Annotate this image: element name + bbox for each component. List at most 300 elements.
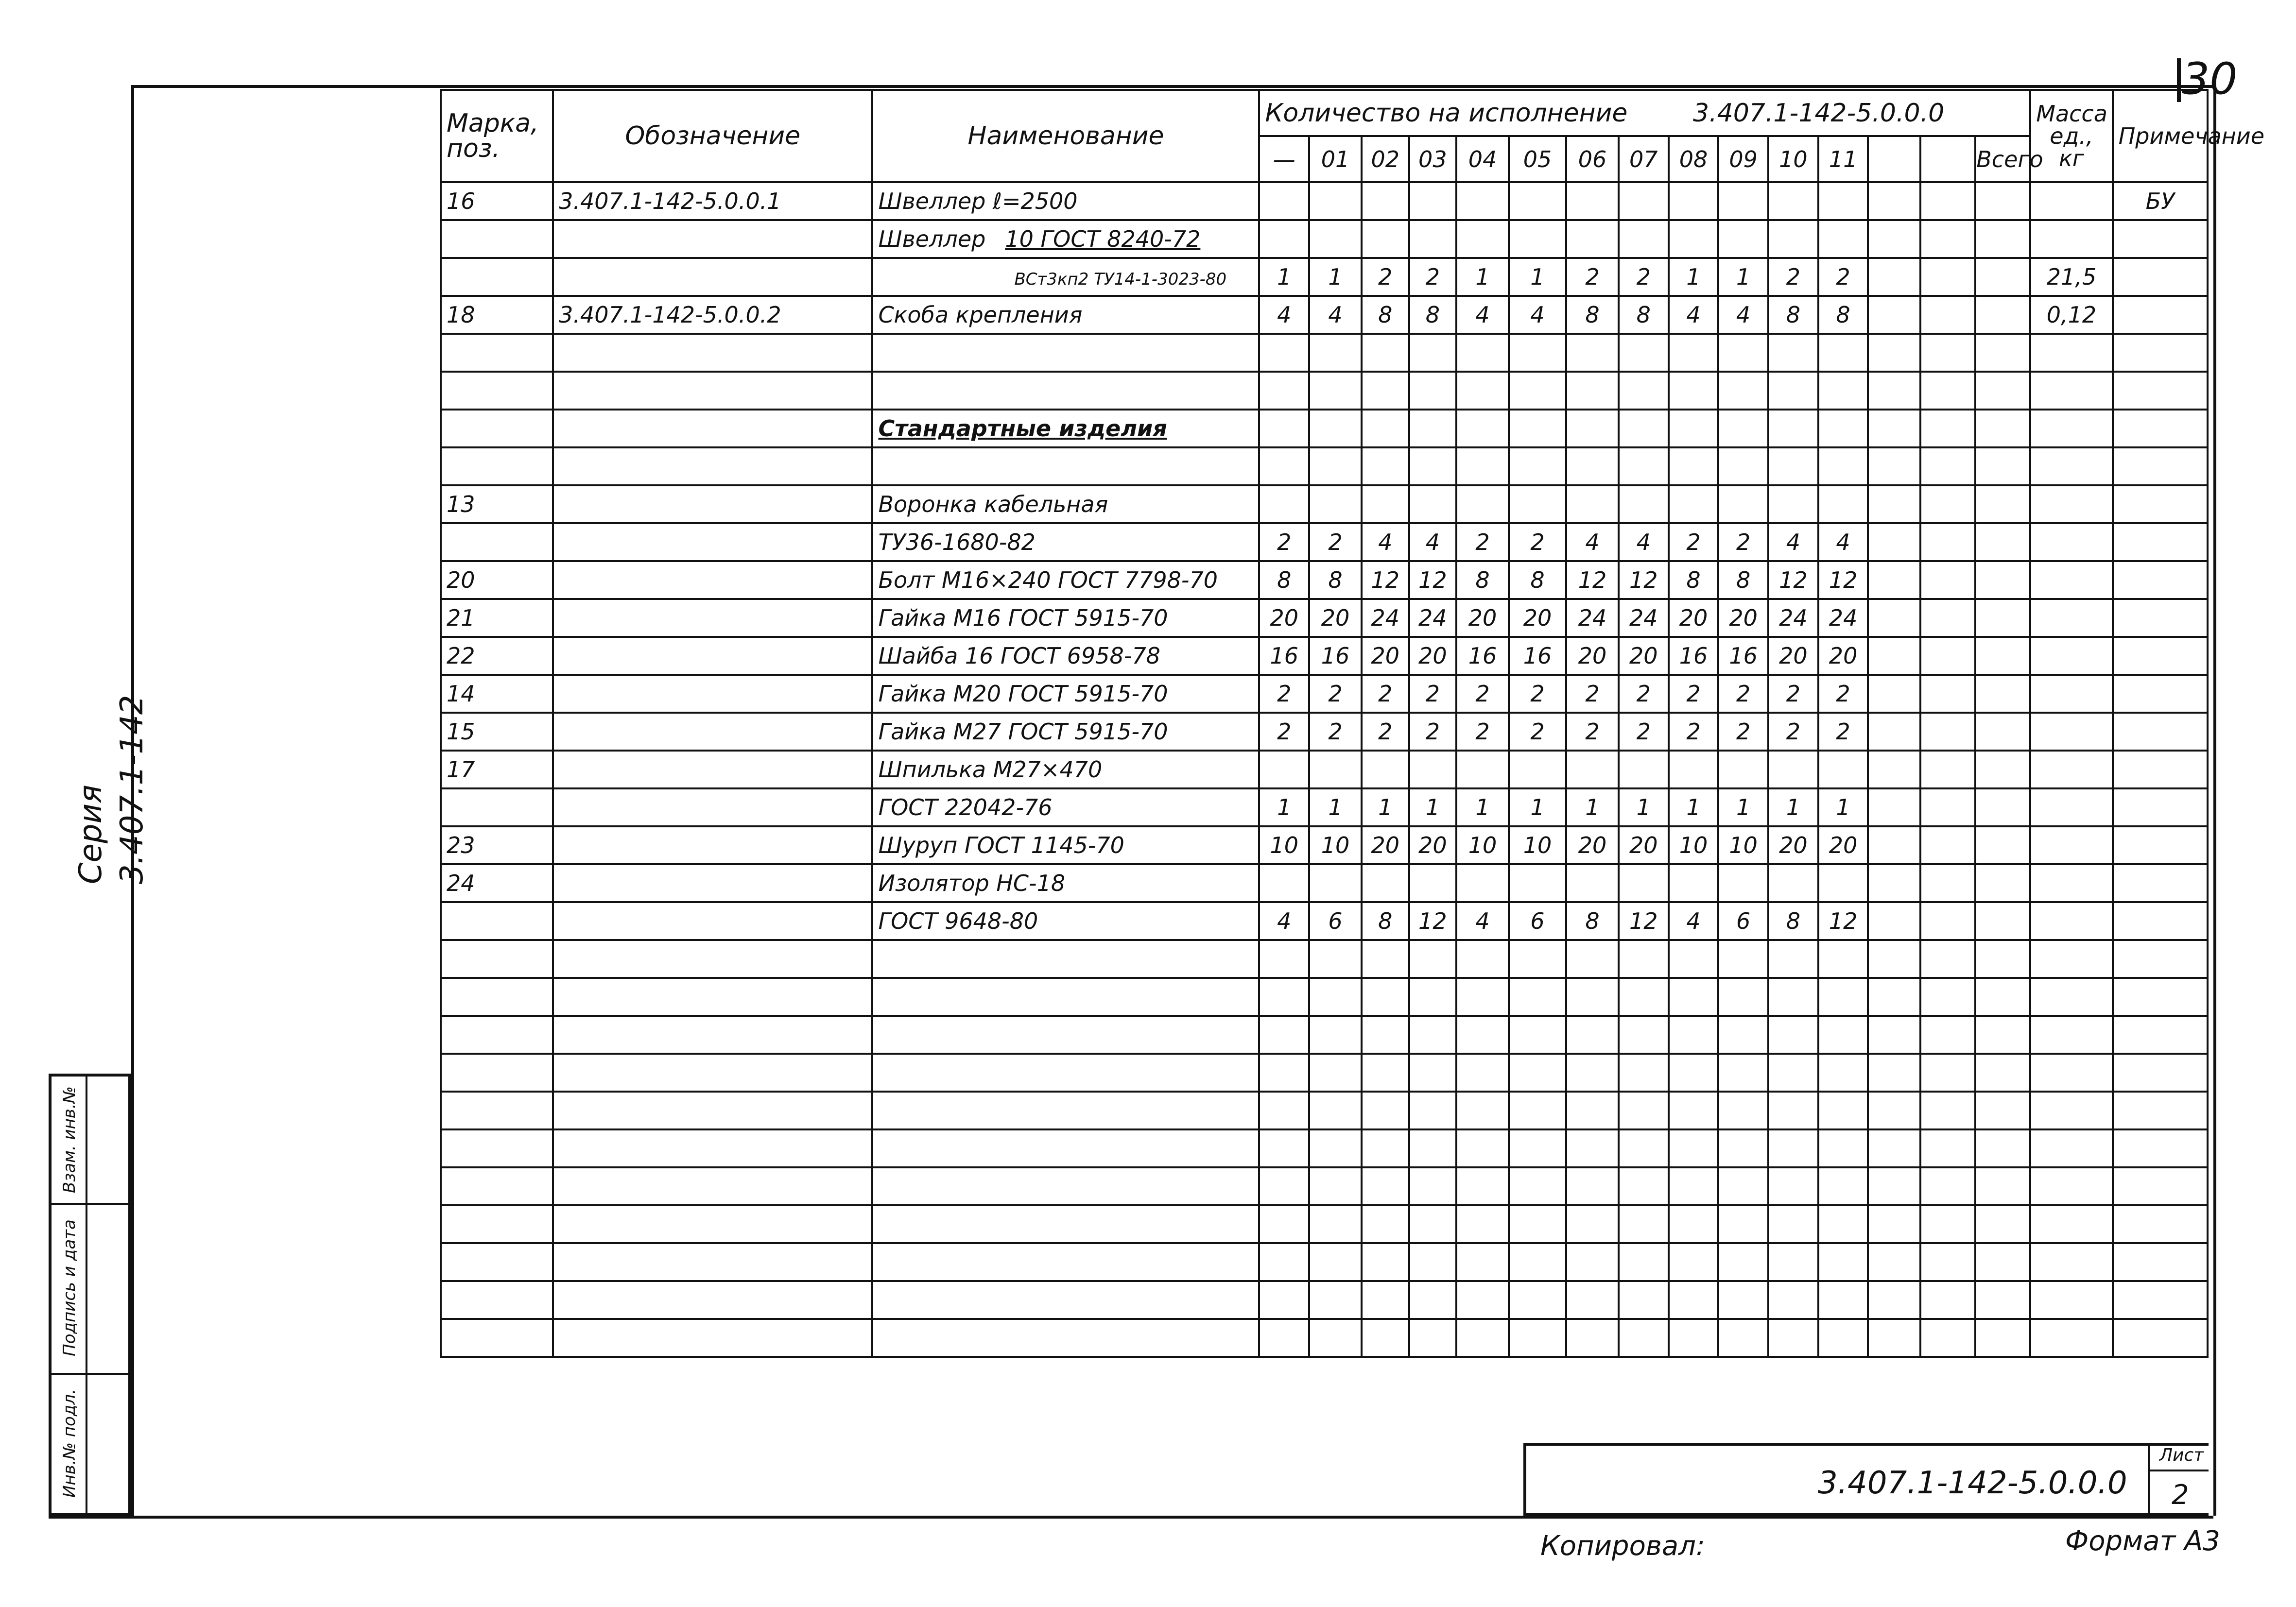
cell-qty [1509, 372, 1566, 410]
cell-qty [1259, 372, 1309, 410]
cell-name: Стандартные изделия [872, 410, 1259, 447]
cell-qty: 20 [1409, 637, 1457, 675]
cell-pos: 21 [441, 599, 553, 637]
table-row [441, 978, 2208, 1016]
cell-empty [1669, 1319, 1719, 1357]
cell-qty [1309, 182, 1362, 220]
cell-empty [553, 1167, 872, 1205]
cell-code [553, 751, 872, 788]
cell-empty [1669, 1243, 1719, 1281]
cell-qty: 10 [1259, 826, 1309, 864]
cell-code [553, 599, 872, 637]
cell-empty [1868, 978, 1920, 1016]
table-row [441, 1167, 2208, 1205]
cell-qty: 20 [1818, 826, 1868, 864]
cell-empty [441, 1243, 553, 1281]
cell-empty [1768, 1054, 1818, 1092]
cell-code [553, 372, 872, 410]
cell-qty [1818, 182, 1868, 220]
cell-code [553, 864, 872, 902]
cell-mass [2030, 902, 2112, 940]
cell-empty [1975, 1243, 2030, 1281]
cell-empty [1868, 1243, 1920, 1281]
cell-qty [1718, 220, 1768, 258]
cell-qty: 4 [1309, 296, 1362, 334]
cell-name [872, 258, 1259, 296]
cell-empty [1920, 1319, 1975, 1357]
cell-empty [1259, 1167, 1309, 1205]
table-row [441, 523, 2208, 561]
cell-empty [1768, 1167, 1818, 1205]
cell-qty [1619, 372, 1669, 410]
cell-qty: 1 [1718, 258, 1768, 296]
cell-empty [1920, 182, 1975, 220]
table-row [441, 1319, 2208, 1357]
cell-empty [1566, 1054, 1619, 1092]
cell-qty [1619, 334, 1669, 372]
cell-empty [1920, 296, 1975, 334]
cell-empty [1818, 1319, 1868, 1357]
cell-empty [1975, 1319, 2030, 1357]
cell-empty [1975, 334, 2030, 372]
cell-name: Шайба 16 ГОСТ 6958-78 [872, 637, 1259, 675]
variant-header: 02 [1362, 136, 1409, 182]
cell-qty: 2 [1818, 675, 1868, 713]
cell-note: БУ [2113, 182, 2208, 220]
cell-mass [2030, 372, 2112, 410]
variant-header: 10 [1768, 136, 1818, 182]
cell-qty [1362, 864, 1409, 902]
cell-empty [1768, 1129, 1818, 1167]
page-number: 30 [2182, 53, 2238, 104]
cell-qty [1718, 410, 1768, 447]
cell-empty [1920, 788, 1975, 826]
cell-note [2113, 258, 2208, 296]
cell-mass [2030, 334, 2112, 372]
cell-empty [1259, 940, 1309, 978]
cell-qty: 10 [1456, 826, 1509, 864]
cell-empty [1718, 978, 1768, 1016]
cell-qty: 24 [1818, 599, 1868, 637]
cell-qty [1768, 372, 1818, 410]
cell-empty [1920, 523, 1975, 561]
cell-note [2113, 372, 2208, 410]
table-row [441, 1205, 2208, 1243]
cell-empty [553, 1054, 872, 1092]
cell-qty: 2 [1718, 523, 1768, 561]
cell-qty [1362, 485, 1409, 523]
cell-empty [1456, 940, 1509, 978]
cell-name: Шуруп ГОСТ 1145-70 [872, 826, 1259, 864]
cell-qty [1309, 220, 1362, 258]
cell-qty: 4 [1718, 296, 1768, 334]
cell-qty: 2 [1409, 675, 1457, 713]
cell-empty [441, 978, 553, 1016]
cell-empty [1309, 1054, 1362, 1092]
cell-qty [1409, 220, 1457, 258]
title-doc: 3.407.1-142-5.0.0.0 [1818, 1465, 2127, 1501]
cell-empty [872, 1092, 1259, 1129]
cell-empty [1362, 1129, 1409, 1167]
cell-empty [1669, 940, 1719, 978]
cell-qty [1566, 485, 1619, 523]
cell-qty [1259, 334, 1309, 372]
cell-mass [2030, 675, 2112, 713]
cell-qty [1619, 182, 1669, 220]
cell-empty [1718, 1092, 1768, 1129]
cell-empty [1920, 978, 1975, 1016]
cell-qty [1566, 447, 1619, 485]
cell-qty [1456, 372, 1509, 410]
cell-qty [1259, 182, 1309, 220]
cell-note [2113, 599, 2208, 637]
cell-qty [1619, 410, 1669, 447]
cell-empty [1920, 1129, 1975, 1167]
cell-note [2113, 334, 2208, 372]
header-vsego: Всего [1975, 136, 2030, 182]
cell-qty: 2 [1669, 523, 1719, 561]
cell-qty [1409, 864, 1457, 902]
frame-top [131, 85, 2213, 88]
cell-qty: 2 [1566, 713, 1619, 751]
cell-empty [1566, 1243, 1619, 1281]
cell-empty [1920, 1016, 1975, 1054]
cell-empty [1818, 978, 1868, 1016]
cell-qty [1566, 864, 1619, 902]
specification-table [440, 89, 2265, 1358]
cell-qty: 1 [1456, 258, 1509, 296]
cell-empty [553, 978, 872, 1016]
cell-qty [1619, 220, 1669, 258]
cell-qty: 2 [1509, 523, 1566, 561]
cell-qty [1409, 334, 1457, 372]
cell-qty: 20 [1509, 599, 1566, 637]
cell-empty [1975, 182, 2030, 220]
cell-qty: 2 [1409, 713, 1457, 751]
cell-qty [1818, 334, 1868, 372]
cell-pos: 22 [441, 637, 553, 675]
cell-empty [1619, 1243, 1669, 1281]
cell-empty [1975, 788, 2030, 826]
cell-qty: 2 [1718, 713, 1768, 751]
cell-note [2113, 561, 2208, 599]
cell-code [553, 447, 872, 485]
cell-qty [1718, 372, 1768, 410]
cell-code [553, 561, 872, 599]
cell-mass [2030, 637, 2112, 675]
cell-qty [1818, 220, 1868, 258]
variant-header: 07 [1619, 136, 1669, 182]
cell-qty [1309, 485, 1362, 523]
cell-empty [1920, 1205, 1975, 1243]
cell-empty [1259, 1129, 1309, 1167]
cell-note [2113, 864, 2208, 902]
cell-qty [1619, 447, 1669, 485]
cell-empty [2113, 1319, 2208, 1357]
cell-empty [1768, 1016, 1818, 1054]
cell-name: Швеллер ℓ=2500 [872, 182, 1259, 220]
cell-qty: 16 [1509, 637, 1566, 675]
cell-empty [1920, 410, 1975, 447]
cell-empty [1868, 523, 1920, 561]
cell-empty [1509, 1054, 1566, 1092]
cell-qty: 2 [1818, 713, 1868, 751]
cell-empty [1669, 1092, 1719, 1129]
cell-empty [1920, 561, 1975, 599]
cell-qty: 8 [1456, 561, 1509, 599]
cell-empty [1718, 1281, 1768, 1319]
cell-mass [2030, 410, 2112, 447]
cell-empty [441, 1092, 553, 1129]
cell-qty: 24 [1768, 599, 1818, 637]
cell-empty [1309, 1167, 1362, 1205]
cell-pos [441, 902, 553, 940]
cell-qty: 2 [1619, 258, 1669, 296]
cell-empty [1920, 447, 1975, 485]
cell-qty: 10 [1669, 826, 1719, 864]
cell-qty: 12 [1619, 561, 1669, 599]
cell-empty [1309, 978, 1362, 1016]
cell-qty [1566, 220, 1619, 258]
stamp-vzam: Взам. инв.№ [60, 1086, 80, 1194]
cell-empty [1619, 1319, 1669, 1357]
cell-empty [553, 1016, 872, 1054]
table-row [441, 372, 2208, 410]
cell-empty [1619, 1205, 1669, 1243]
cell-empty [1975, 826, 2030, 864]
cell-qty [1362, 447, 1409, 485]
cell-empty [1362, 1167, 1409, 1205]
cell-empty [1868, 258, 1920, 296]
cell-qty [1669, 864, 1719, 902]
cell-empty [1920, 940, 1975, 978]
cell-empty [1409, 1167, 1457, 1205]
cell-qty: 1 [1409, 788, 1457, 826]
cell-empty [1409, 1092, 1457, 1129]
table-row [441, 599, 2208, 637]
cell-name: Гайка М16 ГОСТ 5915-70 [872, 599, 1259, 637]
cell-empty [1456, 1243, 1509, 1281]
cell-empty [1920, 751, 1975, 788]
cell-qty [1718, 334, 1768, 372]
cell-qty: 20 [1566, 826, 1619, 864]
cell-qty [1818, 751, 1868, 788]
cell-empty [1669, 1054, 1719, 1092]
cell-empty [1975, 637, 2030, 675]
cell-name: Шпилька М27×470 [872, 751, 1259, 788]
cell-qty [1566, 334, 1619, 372]
cell-empty [1868, 372, 1920, 410]
cell-empty [872, 1319, 1259, 1357]
cell-empty [1456, 1016, 1509, 1054]
footer-kopiroval: Копировал: [1540, 1530, 1705, 1562]
cell-code [553, 826, 872, 864]
table-row [441, 561, 2208, 599]
cell-qty: 4 [1456, 296, 1509, 334]
cell-pos: 18 [441, 296, 553, 334]
cell-qty [1768, 182, 1818, 220]
table-row [441, 1243, 2208, 1281]
cell-qty [1362, 220, 1409, 258]
table-row [441, 675, 2208, 713]
cell-qty: 8 [1509, 561, 1566, 599]
cell-pos: 23 [441, 826, 553, 864]
cell-empty [872, 1054, 1259, 1092]
cell-empty [1975, 940, 2030, 978]
cell-empty [441, 1129, 553, 1167]
cell-qty: 2 [1259, 713, 1309, 751]
cell-empty [2030, 940, 2112, 978]
title-block [1523, 1443, 2209, 1516]
cell-qty [1259, 751, 1309, 788]
cell-qty: 12 [1362, 561, 1409, 599]
table-row [441, 1054, 2208, 1092]
cell-pos: 15 [441, 713, 553, 751]
cell-empty [1975, 372, 2030, 410]
cell-code [553, 523, 872, 561]
cell-qty: 12 [1818, 561, 1868, 599]
cell-qty: 16 [1456, 637, 1509, 675]
cell-empty [1362, 978, 1409, 1016]
cell-empty [1868, 561, 1920, 599]
cell-qty [1669, 447, 1719, 485]
cell-empty [1456, 1205, 1509, 1243]
cell-qty: 2 [1362, 258, 1409, 296]
cell-qty: 2 [1259, 523, 1309, 561]
cell-empty [1920, 675, 1975, 713]
cell-qty: 1 [1669, 258, 1719, 296]
cell-empty [1309, 1281, 1362, 1319]
cell-qty [1362, 334, 1409, 372]
cell-qty [1818, 864, 1868, 902]
cell-qty: 4 [1669, 902, 1719, 940]
variant-header: 08 [1669, 136, 1719, 182]
cell-empty [1920, 864, 1975, 902]
cell-pos: 16 [441, 182, 553, 220]
cell-qty: 20 [1259, 599, 1309, 637]
cell-qty: 6 [1309, 902, 1362, 940]
cell-qty [1259, 410, 1309, 447]
cell-empty [1362, 1319, 1409, 1357]
cell-empty [2030, 1281, 2112, 1319]
cell-empty [1768, 1319, 1818, 1357]
cell-code [553, 675, 872, 713]
cell-empty [1818, 940, 1868, 978]
cell-pos [441, 220, 553, 258]
cell-qty: 1 [1509, 788, 1566, 826]
cell-code [553, 713, 872, 751]
cell-empty [1362, 1243, 1409, 1281]
cell-note [2113, 788, 2208, 826]
cell-empty [1669, 1281, 1719, 1319]
cell-empty [872, 1016, 1259, 1054]
title-sheet [2148, 1443, 2209, 1516]
cell-mass: 21,5 [2030, 258, 2112, 296]
cell-qty: 1 [1456, 788, 1509, 826]
cell-empty [1566, 1319, 1619, 1357]
cell-empty [2030, 1016, 2112, 1054]
cell-empty [1975, 1016, 2030, 1054]
cell-qty [1818, 372, 1868, 410]
cell-empty [1868, 1016, 1920, 1054]
cell-mass [2030, 182, 2112, 220]
cell-qty: 4 [1409, 523, 1457, 561]
cell-empty [553, 1281, 872, 1319]
cell-empty [1768, 940, 1818, 978]
cell-empty [1768, 1092, 1818, 1129]
cell-empty [1975, 599, 2030, 637]
cell-empty [1868, 182, 1920, 220]
cell-empty [1920, 372, 1975, 410]
cell-code [553, 637, 872, 675]
cell-empty [1259, 1016, 1309, 1054]
cell-qty [1409, 410, 1457, 447]
cell-qty [1818, 447, 1868, 485]
cell-qty: 2 [1456, 675, 1509, 713]
cell-qty [1509, 220, 1566, 258]
cell-mass [2030, 485, 2112, 523]
cell-empty [1566, 1167, 1619, 1205]
table-row [441, 788, 2208, 826]
cell-empty [1362, 1092, 1409, 1129]
cell-qty [1818, 485, 1868, 523]
cell-qty: 12 [1409, 561, 1457, 599]
cell-qty: 8 [1309, 561, 1362, 599]
cell-qty [1818, 410, 1868, 447]
cell-empty [1509, 1129, 1566, 1167]
cell-qty: 1 [1619, 788, 1669, 826]
cell-empty [1309, 1319, 1362, 1357]
cell-qty [1456, 220, 1509, 258]
cell-empty [1362, 1281, 1409, 1319]
cell-empty [1669, 978, 1719, 1016]
cell-qty: 20 [1818, 637, 1868, 675]
cell-empty [1509, 1281, 1566, 1319]
cell-empty [1868, 1205, 1920, 1243]
cell-qty: 20 [1768, 826, 1818, 864]
cell-empty [1868, 1281, 1920, 1319]
stamp-podpis: Подпись и дата [60, 1219, 80, 1356]
cell-empty [1409, 1281, 1457, 1319]
cell-empty [2113, 1243, 2208, 1281]
cell-note [2113, 447, 2208, 485]
cell-empty [1509, 1319, 1566, 1357]
cell-empty [1975, 447, 2030, 485]
cell-empty [1975, 864, 2030, 902]
cell-empty [1718, 1243, 1768, 1281]
cell-qty [1768, 864, 1818, 902]
cell-name: Воронка кабельная [872, 485, 1259, 523]
cell-empty [872, 1281, 1259, 1319]
cell-empty [2113, 1092, 2208, 1129]
table-row [441, 864, 2208, 902]
cell-qty [1409, 372, 1457, 410]
cell-mass [2030, 599, 2112, 637]
cell-qty: 1 [1566, 788, 1619, 826]
cell-qty [1509, 864, 1566, 902]
cell-qty: 16 [1259, 637, 1309, 675]
cell-empty [441, 1205, 553, 1243]
cell-qty: 8 [1566, 902, 1619, 940]
cell-empty [1920, 258, 1975, 296]
cell-qty [1309, 372, 1362, 410]
frame-bottom [49, 1516, 2213, 1519]
cell-empty [1309, 1243, 1362, 1281]
cell-empty [1975, 1167, 2030, 1205]
cell-mass [2030, 561, 2112, 599]
cell-qty: 4 [1259, 296, 1309, 334]
cell-empty [1509, 1016, 1566, 1054]
